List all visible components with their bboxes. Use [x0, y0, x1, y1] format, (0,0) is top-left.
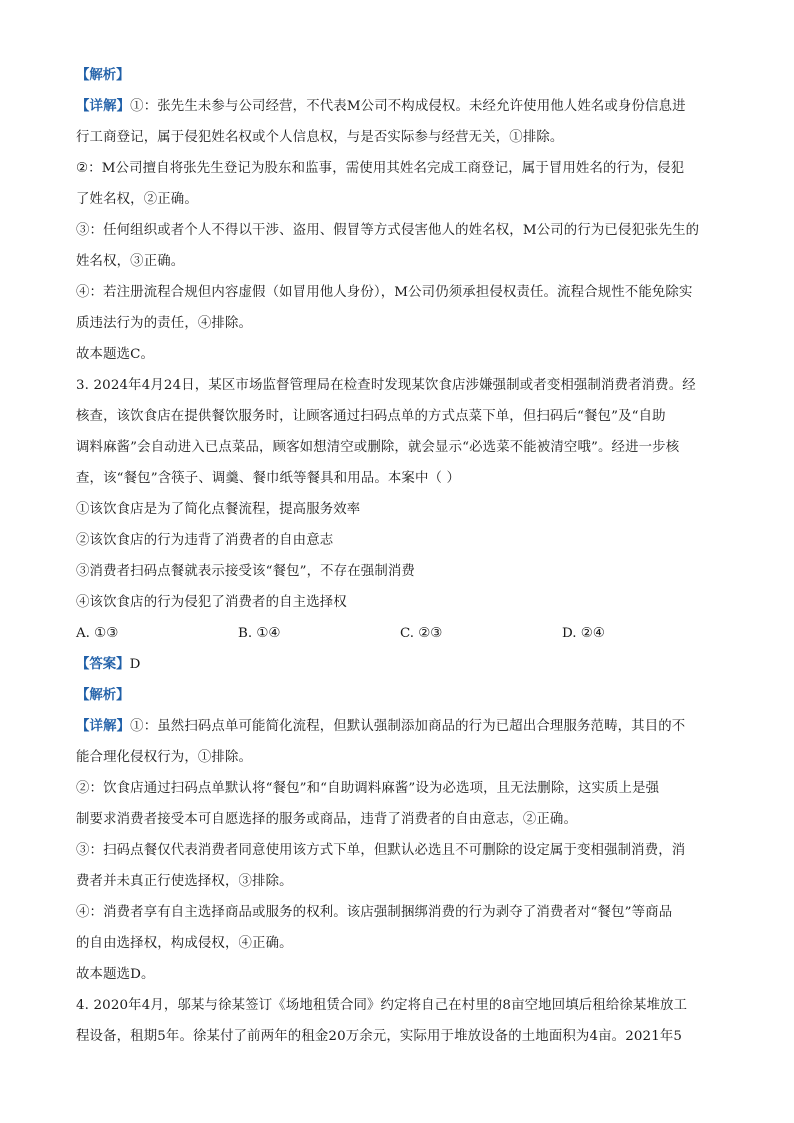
- question-stem-line: 程设备，租期5年。徐某付了前两年的租金20万余元，实际用于堆放设备的土地面积为4亩。2021年5: [76, 1029, 683, 1044]
- statement-line: ①该饮食店是为了简化点餐流程，提高服务效率: [76, 502, 361, 517]
- question-stem-line: 4. 2020年4月，邬某与徐某签订《场地租赁合同》约定将自己在村里的8亩空地回填后租给徐某堆放工: [76, 998, 688, 1013]
- question-stem-line: 3. 2024年4月24日，某区市场监督管理局在检查时发现某饮食店涉嫌强制或者变相强制消费者消费。经: [76, 378, 696, 393]
- question-stem-line: 查，该“餐包”含筷子、调羹、餐巾纸等餐具和用品。本案中（ ）: [76, 471, 460, 486]
- document-page: [76, 60, 726, 1052]
- detail-line: ④：若注册流程合规但内容虚假（如冒用他人身份），M公司仍须承担侵权责任。流程合规性不能免除实: [76, 285, 693, 300]
- detail-line: ②：饮食店通过扫码点单默认将“餐包”和“自助调料麻酱”设为必选项，且无法删除，这实质上是强: [76, 781, 660, 796]
- detail-line: ③：扫码点餐仅代表消费者同意使用该方式下单，但默认必选且不可删除的设定属于变相强制消费，消: [76, 843, 686, 858]
- choice-a: A. ①③: [76, 626, 119, 641]
- choice-b: B. ①④: [238, 626, 281, 641]
- conclusion-line: 故本题选D。: [76, 967, 155, 982]
- question-stem-line: 核查，该饮食店在提供餐饮服务时，让顾客通过扫码点单的方式点菜下单，但扫码后“餐包”及“自助: [76, 409, 666, 424]
- analysis-heading: [76, 680, 726, 711]
- statement-line: ③消费者扫码点餐就表示接受该“餐包”，不存在强制消费: [76, 564, 415, 579]
- analysis-tag: 【解析】: [76, 68, 130, 83]
- analysis-tag: 【解析】: [76, 688, 130, 703]
- detail-line: ③：任何组织或者个人不得以干涉、盗用、假冒等方式侵害他人的姓名权，M公司的行为已侵犯张先生的: [76, 223, 700, 238]
- answer-tag: 【答案】: [76, 657, 130, 672]
- detail-line: 了姓名权，②正确。: [76, 192, 198, 207]
- detail-line: 制要求消费者接受本可自愿选择的服务或商品，违背了消费者的自由意志，②正确。: [76, 812, 578, 827]
- detail-line: 【详解】①：张先生未参与公司经营，不代表M公司不构成侵权。未经允许使用他人姓名或身份信息进: [76, 99, 686, 114]
- choice-c: C. ②③: [400, 626, 443, 641]
- detail-line: 能合理化侵权行为，①排除。: [76, 750, 253, 765]
- choice-d: D. ②④: [562, 626, 605, 641]
- detail-tag: 【详解】: [76, 719, 131, 734]
- answer-line: [76, 649, 726, 680]
- statement-line: ②该饮食店的行为违背了消费者的自由意志: [76, 533, 334, 548]
- detail-line: 【详解】①：虽然扫码点单可能简化流程，但默认强制添加商品的行为已超出合理服务范畴，其目的不: [76, 719, 686, 734]
- detail-line: 姓名权，③正确。: [76, 254, 185, 269]
- detail-tag: 【详解】: [76, 99, 131, 114]
- question-stem-line: 调料麻酱”会自动进入已点菜品，顾客如想清空或删除，就会显示“必选菜不能被清空哦”。经进一步核: [76, 440, 680, 455]
- detail-line: 行工商登记，属于侵犯姓名权或个人信息权，与是否实际参与经营无关，①排除。: [76, 130, 564, 145]
- detail-line: ④：消费者享有自主选择商品或服务的权利。该店强制捆绑消费的行为剥夺了消费者对“餐包”等商品: [76, 905, 673, 920]
- answer-value: D: [129, 657, 141, 672]
- detail-line: 费者并未真正行使选择权，③排除。: [76, 874, 293, 889]
- detail-line: 质违法行为的责任，④排除。: [76, 316, 253, 331]
- answer-choices: [76, 618, 726, 649]
- analysis-heading: [76, 60, 726, 91]
- detail-line: ②：M公司擅自将张先生登记为股东和监事，需使用其姓名完成工商登记，属于冒用姓名的行为，侵犯: [76, 161, 685, 176]
- detail-line: 的自由选择权，构成侵权，④正确。: [76, 936, 293, 951]
- conclusion-line: 故本题选C。: [76, 347, 155, 362]
- statement-line: ④该饮食店的行为侵犯了消费者的自主选择权: [76, 595, 347, 610]
